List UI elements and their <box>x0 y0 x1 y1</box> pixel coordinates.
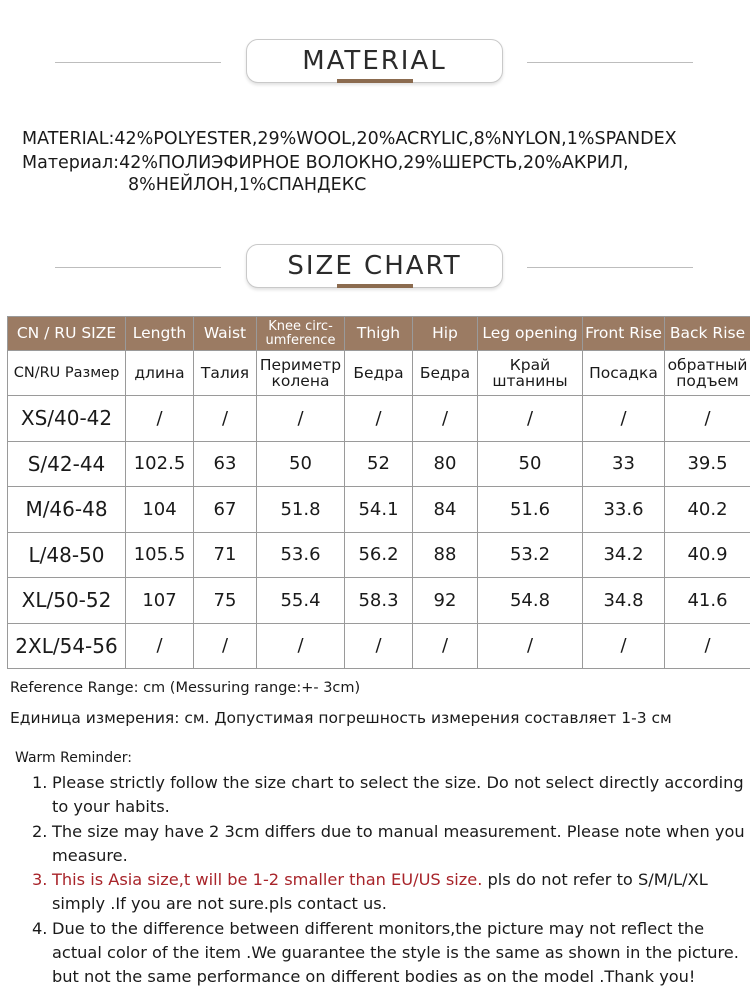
measurement-cell: 75 <box>194 578 257 624</box>
ru-header-knee-line1: Периметр <box>259 356 342 374</box>
measurement-cell: 54.8 <box>478 578 583 624</box>
ru-header-waist: Талия <box>194 351 257 396</box>
reminder-text: Please strictly follow the size chart to select the size. Do not select directly according to your habits. <box>52 773 744 817</box>
measurement-cell: 34.8 <box>583 578 665 624</box>
warm-reminder-list <box>32 771 747 990</box>
header-size: CN / RU SIZE <box>8 317 126 351</box>
reminder-number: 1. <box>32 773 48 792</box>
ru-header-size: CN/RU Размер <box>8 351 126 396</box>
material-value-ru-line2: 8%НЕЙЛОН,1%СПАНДЕКС <box>128 175 367 195</box>
reminder-item <box>32 868 747 917</box>
measurement-cell: 53.2 <box>478 532 583 578</box>
material-composition <box>22 128 677 196</box>
material-label-en: MATERIAL: <box>22 129 115 149</box>
table-header-row <box>8 317 750 351</box>
measurement-cell: 50 <box>257 441 345 487</box>
table-row <box>8 532 750 578</box>
measurement-cell: / <box>583 623 665 669</box>
measurement-cell: / <box>583 396 665 442</box>
measurement-cell: 33 <box>583 441 665 487</box>
measurement-cell: 51.6 <box>478 487 583 533</box>
size-chart-table <box>7 316 750 669</box>
header-thigh: Thigh <box>345 317 413 351</box>
measurement-cell: / <box>257 396 345 442</box>
size-label-cell: XL/50-52 <box>8 578 126 624</box>
measurement-cell: 107 <box>126 578 194 624</box>
ru-header-leg-opening <box>478 351 583 396</box>
table-row <box>8 441 750 487</box>
header-length: Length <box>126 317 194 351</box>
ru-header-leg-line2: штанины <box>492 372 568 390</box>
reminder-text <box>52 868 747 917</box>
measurement-cell: 84 <box>413 487 478 533</box>
ru-header-length: длина <box>126 351 194 396</box>
measurement-cell: 52 <box>345 441 413 487</box>
measurement-cell: 54.1 <box>345 487 413 533</box>
measurement-cell: 56.2 <box>345 532 413 578</box>
header-waist: Waist <box>194 317 257 351</box>
measurement-cell: 41.6 <box>665 578 750 624</box>
reminder-item <box>32 820 747 869</box>
measurement-cell: 71 <box>194 532 257 578</box>
header-knee <box>257 317 345 351</box>
reminder-text: The size may have 2 3cm differs due to manual measurement. Please note when you measure. <box>52 821 745 865</box>
divider-right <box>527 267 693 268</box>
material-value-ru-line1: 42%ПОЛИЭФИРНОЕ ВОЛОКНО,29%ШЕРСТЬ,20%АКРИЛ, <box>119 153 629 173</box>
ru-header-hip: Бедра <box>413 351 478 396</box>
material-value-en: 42%POLYESTER,29%WOOL,20%ACRYLIC,8%NYLON,1%SPANDEX <box>114 129 677 149</box>
measurement-cell: 102.5 <box>126 441 194 487</box>
ru-header-leg-line1: Край <box>509 356 551 374</box>
ru-header-knee <box>257 351 345 396</box>
measurement-cell: / <box>257 623 345 669</box>
measurement-cell: / <box>194 623 257 669</box>
size-chart-title: SIZE CHART <box>246 244 503 288</box>
measurement-cell: / <box>413 396 478 442</box>
divider-left <box>55 62 221 63</box>
measurement-cell: 50 <box>478 441 583 487</box>
measurement-cell: 58.3 <box>345 578 413 624</box>
warm-reminder-title: Warm Reminder: <box>15 750 132 766</box>
divider-left <box>55 267 221 268</box>
title-accent-bar <box>337 284 413 288</box>
table-row <box>8 623 750 669</box>
measurement-cell: / <box>194 396 257 442</box>
reminder-item <box>32 917 747 990</box>
measurement-cell: / <box>345 396 413 442</box>
size-label-cell: L/48-50 <box>8 532 126 578</box>
measurement-cell: 33.6 <box>583 487 665 533</box>
measurement-cell: / <box>478 396 583 442</box>
measurement-cell: 63 <box>194 441 257 487</box>
reminder-number: 2. <box>32 821 48 841</box>
size-chart-section-header <box>0 244 750 290</box>
size-label-cell: S/42-44 <box>8 441 126 487</box>
reminder-text: Due to the difference between different monitors,the picture may not reflect the actual color of the item .We guarantee the style is the same as shown in the picture. but not the same performance on different bodies as on the model .Thank you! <box>52 918 739 987</box>
title-accent-bar <box>337 79 413 83</box>
measurement-cell: / <box>665 623 750 669</box>
measurement-cell: / <box>345 623 413 669</box>
measurement-cell: 104 <box>126 487 194 533</box>
ru-header-back-line1: обратный <box>667 356 748 374</box>
table-ru-header-row <box>8 351 750 396</box>
reminder-number: 4. <box>32 918 48 938</box>
measurement-cell: 51.8 <box>257 487 345 533</box>
reminder-text-rest: pls do not refer to S/M/L/XL simply .If you are not sure.pls contact us. <box>52 870 708 914</box>
measurement-cell: 92 <box>413 578 478 624</box>
table-row <box>8 578 750 624</box>
reminder-warning-text: This is Asia size,t will be 1-2 smaller than EU/US size. <box>52 870 483 890</box>
header-leg-opening: Leg opening <box>478 317 583 351</box>
measurement-cell: / <box>413 623 478 669</box>
measurement-cell: 105.5 <box>126 532 194 578</box>
ru-header-thigh: Бедра <box>345 351 413 396</box>
material-title: MATERIAL <box>246 39 503 83</box>
ru-header-back-line2: подъем <box>676 372 739 390</box>
size-label-cell: M/46-48 <box>8 487 126 533</box>
size-label-cell: XS/40-42 <box>8 396 126 442</box>
measurement-cell: 55.4 <box>257 578 345 624</box>
table-row <box>8 487 750 533</box>
table-row <box>8 396 750 442</box>
header-knee-line1: Knee circ- <box>268 318 333 334</box>
measurement-cell: 40.2 <box>665 487 750 533</box>
ru-header-knee-line2: колена <box>271 372 330 390</box>
reference-range-ru: Единица измерения: см. Допустимая погрешность измерения составляет 1-3 см <box>10 709 672 727</box>
material-ru-row <box>22 152 677 174</box>
measurement-cell: 40.9 <box>665 532 750 578</box>
measurement-cell: 80 <box>413 441 478 487</box>
reminder-number: 3. <box>32 870 48 890</box>
measurement-cell: / <box>478 623 583 669</box>
ru-header-front-rise: Посадка <box>583 351 665 396</box>
measurement-cell: / <box>665 396 750 442</box>
material-en-row <box>22 128 677 150</box>
measurement-cell: / <box>126 623 194 669</box>
material-section-header <box>0 39 750 85</box>
measurement-cell: / <box>126 396 194 442</box>
header-hip: Hip <box>413 317 478 351</box>
material-label-ru: Материал: <box>22 153 120 173</box>
reference-range-en: Reference Range: cm (Messuring range:+- 3cm) <box>10 680 361 696</box>
header-front-rise: Front Rise <box>583 317 665 351</box>
header-back-rise: Back Rise <box>665 317 750 351</box>
header-knee-line2: umference <box>265 332 336 348</box>
ru-header-back-rise <box>665 351 750 396</box>
measurement-cell: 67 <box>194 487 257 533</box>
measurement-cell: 34.2 <box>583 532 665 578</box>
size-label-cell: 2XL/54-56 <box>8 623 126 669</box>
measurement-cell: 88 <box>413 532 478 578</box>
divider-right <box>527 62 693 63</box>
measurement-cell: 39.5 <box>665 441 750 487</box>
measurement-cell: 53.6 <box>257 532 345 578</box>
reminder-item <box>32 771 747 820</box>
